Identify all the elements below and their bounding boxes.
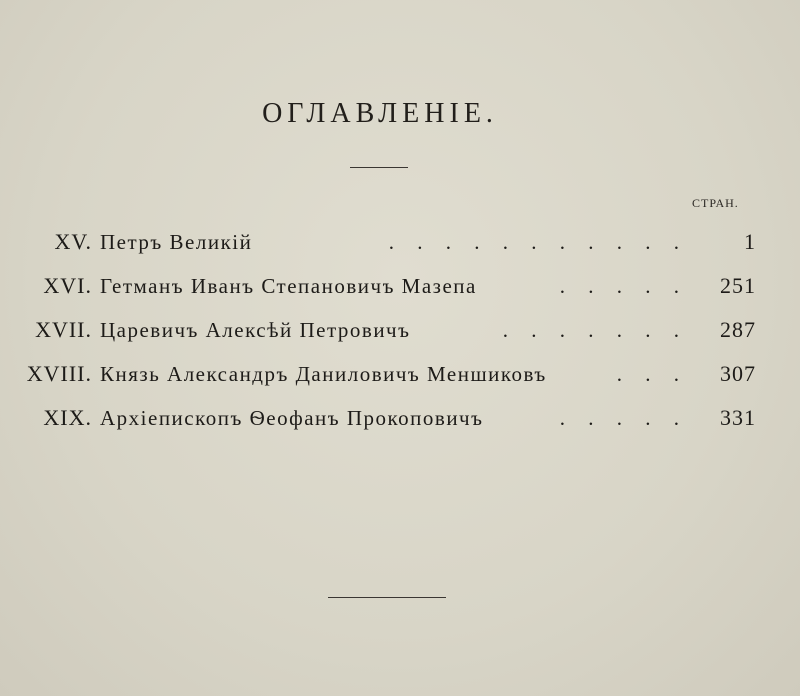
chapter-numeral: XVI. — [43, 273, 92, 298]
page-number: 251 — [720, 273, 756, 298]
chapter-title: Царевичъ Алексѣй Петровичъ — [100, 318, 411, 342]
page-title: ОГЛАВЛЕНІЕ. — [262, 98, 498, 129]
chapter-title: Князь Александръ Даниловичъ Меншиковъ — [100, 362, 547, 386]
dot-leader: . . . . . . . . . . . — [388, 230, 688, 254]
toc-row — [0, 266, 800, 306]
toc-row — [0, 310, 800, 350]
toc-row — [0, 354, 800, 394]
chapter-title: Архіепископъ Ѳеофанъ Прокоповичъ — [100, 406, 484, 430]
page-number: 287 — [720, 317, 756, 342]
dot-leader: . . . . . — [559, 406, 688, 430]
dot-leader: . . . . . . . — [502, 318, 688, 342]
page-number: 1 — [744, 229, 756, 254]
page-number: 331 — [720, 405, 756, 430]
dot-leader: . . . . . — [559, 274, 688, 298]
chapter-title: Гетманъ Иванъ Степановичъ Мазепа — [100, 274, 477, 298]
title-divider — [350, 167, 408, 168]
closing-divider — [328, 597, 446, 598]
page-number: 307 — [720, 361, 756, 386]
chapter-numeral: XV. — [54, 229, 92, 254]
toc-row — [0, 398, 800, 438]
toc-row — [0, 222, 800, 262]
chapter-title: Петръ Великій — [100, 230, 253, 254]
dot-leader: . . . — [616, 362, 688, 386]
page-column-label: СТРАН. — [692, 196, 739, 210]
chapter-numeral: XIX. — [43, 405, 92, 430]
chapter-numeral: XVIII. — [26, 361, 92, 386]
chapter-numeral: XVII. — [35, 317, 92, 342]
